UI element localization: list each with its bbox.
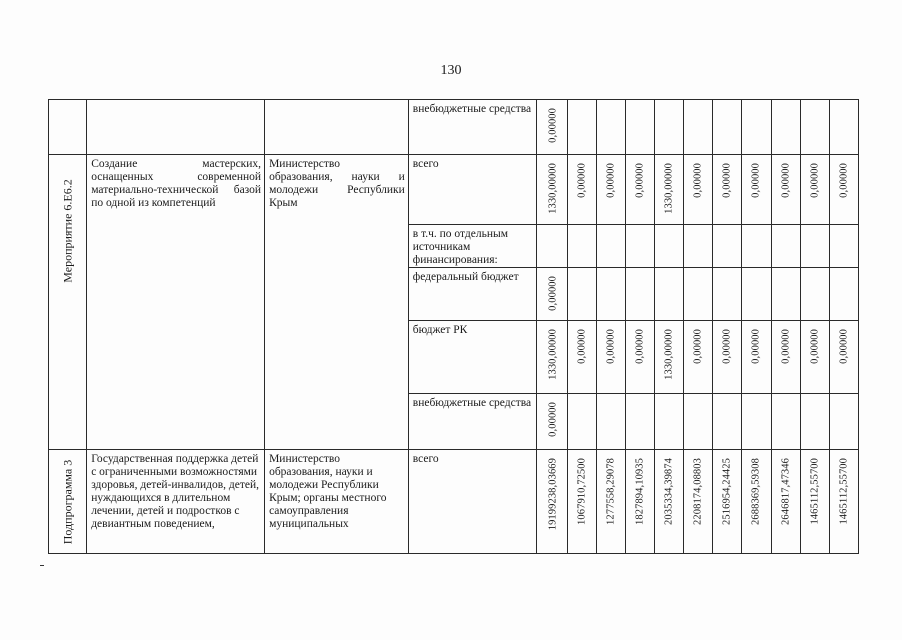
year-cell: 0,00000: [829, 321, 858, 394]
total-cell: 1330,00000: [537, 155, 567, 225]
year-cell: 1330,00000: [654, 321, 683, 394]
year-cell: [742, 268, 771, 321]
name-cell: Создание мастерских, оснащенных современной материально-технической базой по одной из компетенций: [87, 155, 265, 450]
year-cell: 0,00000: [625, 321, 654, 394]
year-cell: 0,00000: [800, 155, 829, 225]
table-row: [49, 155, 859, 225]
year-cell: 2688369,59308: [742, 450, 771, 554]
year-cell: 0,00000: [684, 155, 713, 225]
name-cell: [87, 100, 265, 155]
year-cell: 1465112,55700: [829, 450, 858, 554]
year-cell: 0,00000: [625, 155, 654, 225]
year-cell: 0,00000: [567, 321, 596, 394]
year-cell: 2208174,08803: [684, 450, 713, 554]
year-cell: [771, 100, 800, 155]
year-cell: [567, 394, 596, 450]
year-cell: [800, 394, 829, 450]
table-row: [49, 100, 859, 155]
total-cell: 1330,00000: [537, 321, 567, 394]
year-cell: 0,00000: [596, 321, 625, 394]
year-cell: [742, 100, 771, 155]
year-cell: 1827894,10935: [625, 450, 654, 554]
executor-cell: [265, 100, 409, 155]
year-cell: [567, 100, 596, 155]
year-cell: 1330,00000: [654, 155, 683, 225]
year-cell: [800, 268, 829, 321]
year-cell: [829, 225, 858, 268]
year-cell: [654, 100, 683, 155]
year-cell: 0,00000: [684, 321, 713, 394]
year-cell: 2516954,24425: [713, 450, 742, 554]
year-cell: 1067910,72500: [567, 450, 596, 554]
year-cell: [596, 268, 625, 321]
year-cell: [771, 225, 800, 268]
year-cell: [567, 225, 596, 268]
year-cell: 0,00000: [596, 155, 625, 225]
year-cell: 0,00000: [567, 155, 596, 225]
year-cell: [771, 394, 800, 450]
year-cell: [829, 100, 858, 155]
year-cell: [625, 268, 654, 321]
source-cell: федеральный бюджет: [408, 268, 537, 321]
source-cell: внебюджетные средства: [408, 394, 537, 450]
year-cell: 0,00000: [800, 321, 829, 394]
year-cell: [742, 225, 771, 268]
page-number: 130: [440, 63, 462, 78]
year-cell: [654, 394, 683, 450]
year-cell: [684, 268, 713, 321]
year-cell: 0,00000: [713, 155, 742, 225]
year-cell: [713, 100, 742, 155]
year-cell: [713, 394, 742, 450]
year-cell: [625, 100, 654, 155]
program-cell: Подпрограмма 3: [49, 450, 87, 554]
year-cell: [596, 225, 625, 268]
source-cell: всего: [408, 155, 537, 225]
year-cell: 0,00000: [771, 155, 800, 225]
year-cell: [596, 100, 625, 155]
year-cell: 1277558,29078: [596, 450, 625, 554]
year-cell: [742, 394, 771, 450]
total-cell: 0,00000: [537, 268, 567, 321]
year-cell: [771, 268, 800, 321]
source-cell: всего: [408, 450, 537, 554]
year-cell: 2646817,47346: [771, 450, 800, 554]
total-cell: 19199238,03669: [537, 450, 567, 554]
year-cell: [684, 100, 713, 155]
budget-table: [48, 99, 859, 554]
source-cell: бюджет РК: [408, 321, 537, 394]
year-cell: [654, 225, 683, 268]
total-cell: 0,00000: [537, 394, 567, 450]
year-cell: [800, 100, 829, 155]
year-cell: 0,00000: [771, 321, 800, 394]
program-cell: [49, 100, 87, 155]
total-cell: 0,00000: [537, 100, 567, 155]
program-cell: Мероприятие 6.Е6.2: [49, 155, 87, 450]
year-cell: 0,00000: [713, 321, 742, 394]
executor-cell: Министерство образования, науки и молодежи Республики Крым: [265, 155, 409, 450]
year-cell: [829, 394, 858, 450]
year-cell: [654, 268, 683, 321]
year-cell: 0,00000: [742, 321, 771, 394]
year-cell: [596, 394, 625, 450]
year-cell: [567, 268, 596, 321]
total-cell: [537, 225, 567, 268]
scan-mark: [40, 565, 44, 566]
executor-cell: Министерство образования, науки и молодежи Республики Крым; органы местного самоуправления муниципальных: [265, 450, 409, 554]
name-cell: Государственная поддержка детей с ограниченными возможностями здоровья, детей-инвалидов, детей, нуждающихся в длительном лечении, детей и подростков с девиантным поведением,: [87, 450, 265, 554]
table-row: [49, 450, 859, 554]
year-cell: [625, 225, 654, 268]
year-cell: [713, 225, 742, 268]
year-cell: 0,00000: [742, 155, 771, 225]
source-cell: в т.ч. по отдельным источникам финансирования:: [408, 225, 537, 268]
year-cell: 2035334,39874: [654, 450, 683, 554]
year-cell: 0,00000: [829, 155, 858, 225]
year-cell: [713, 268, 742, 321]
year-cell: [829, 268, 858, 321]
year-cell: [684, 394, 713, 450]
source-cell: внебюджетные средства: [408, 100, 537, 155]
year-cell: [800, 225, 829, 268]
year-cell: 1465112,55700: [800, 450, 829, 554]
year-cell: [625, 394, 654, 450]
year-cell: [684, 225, 713, 268]
